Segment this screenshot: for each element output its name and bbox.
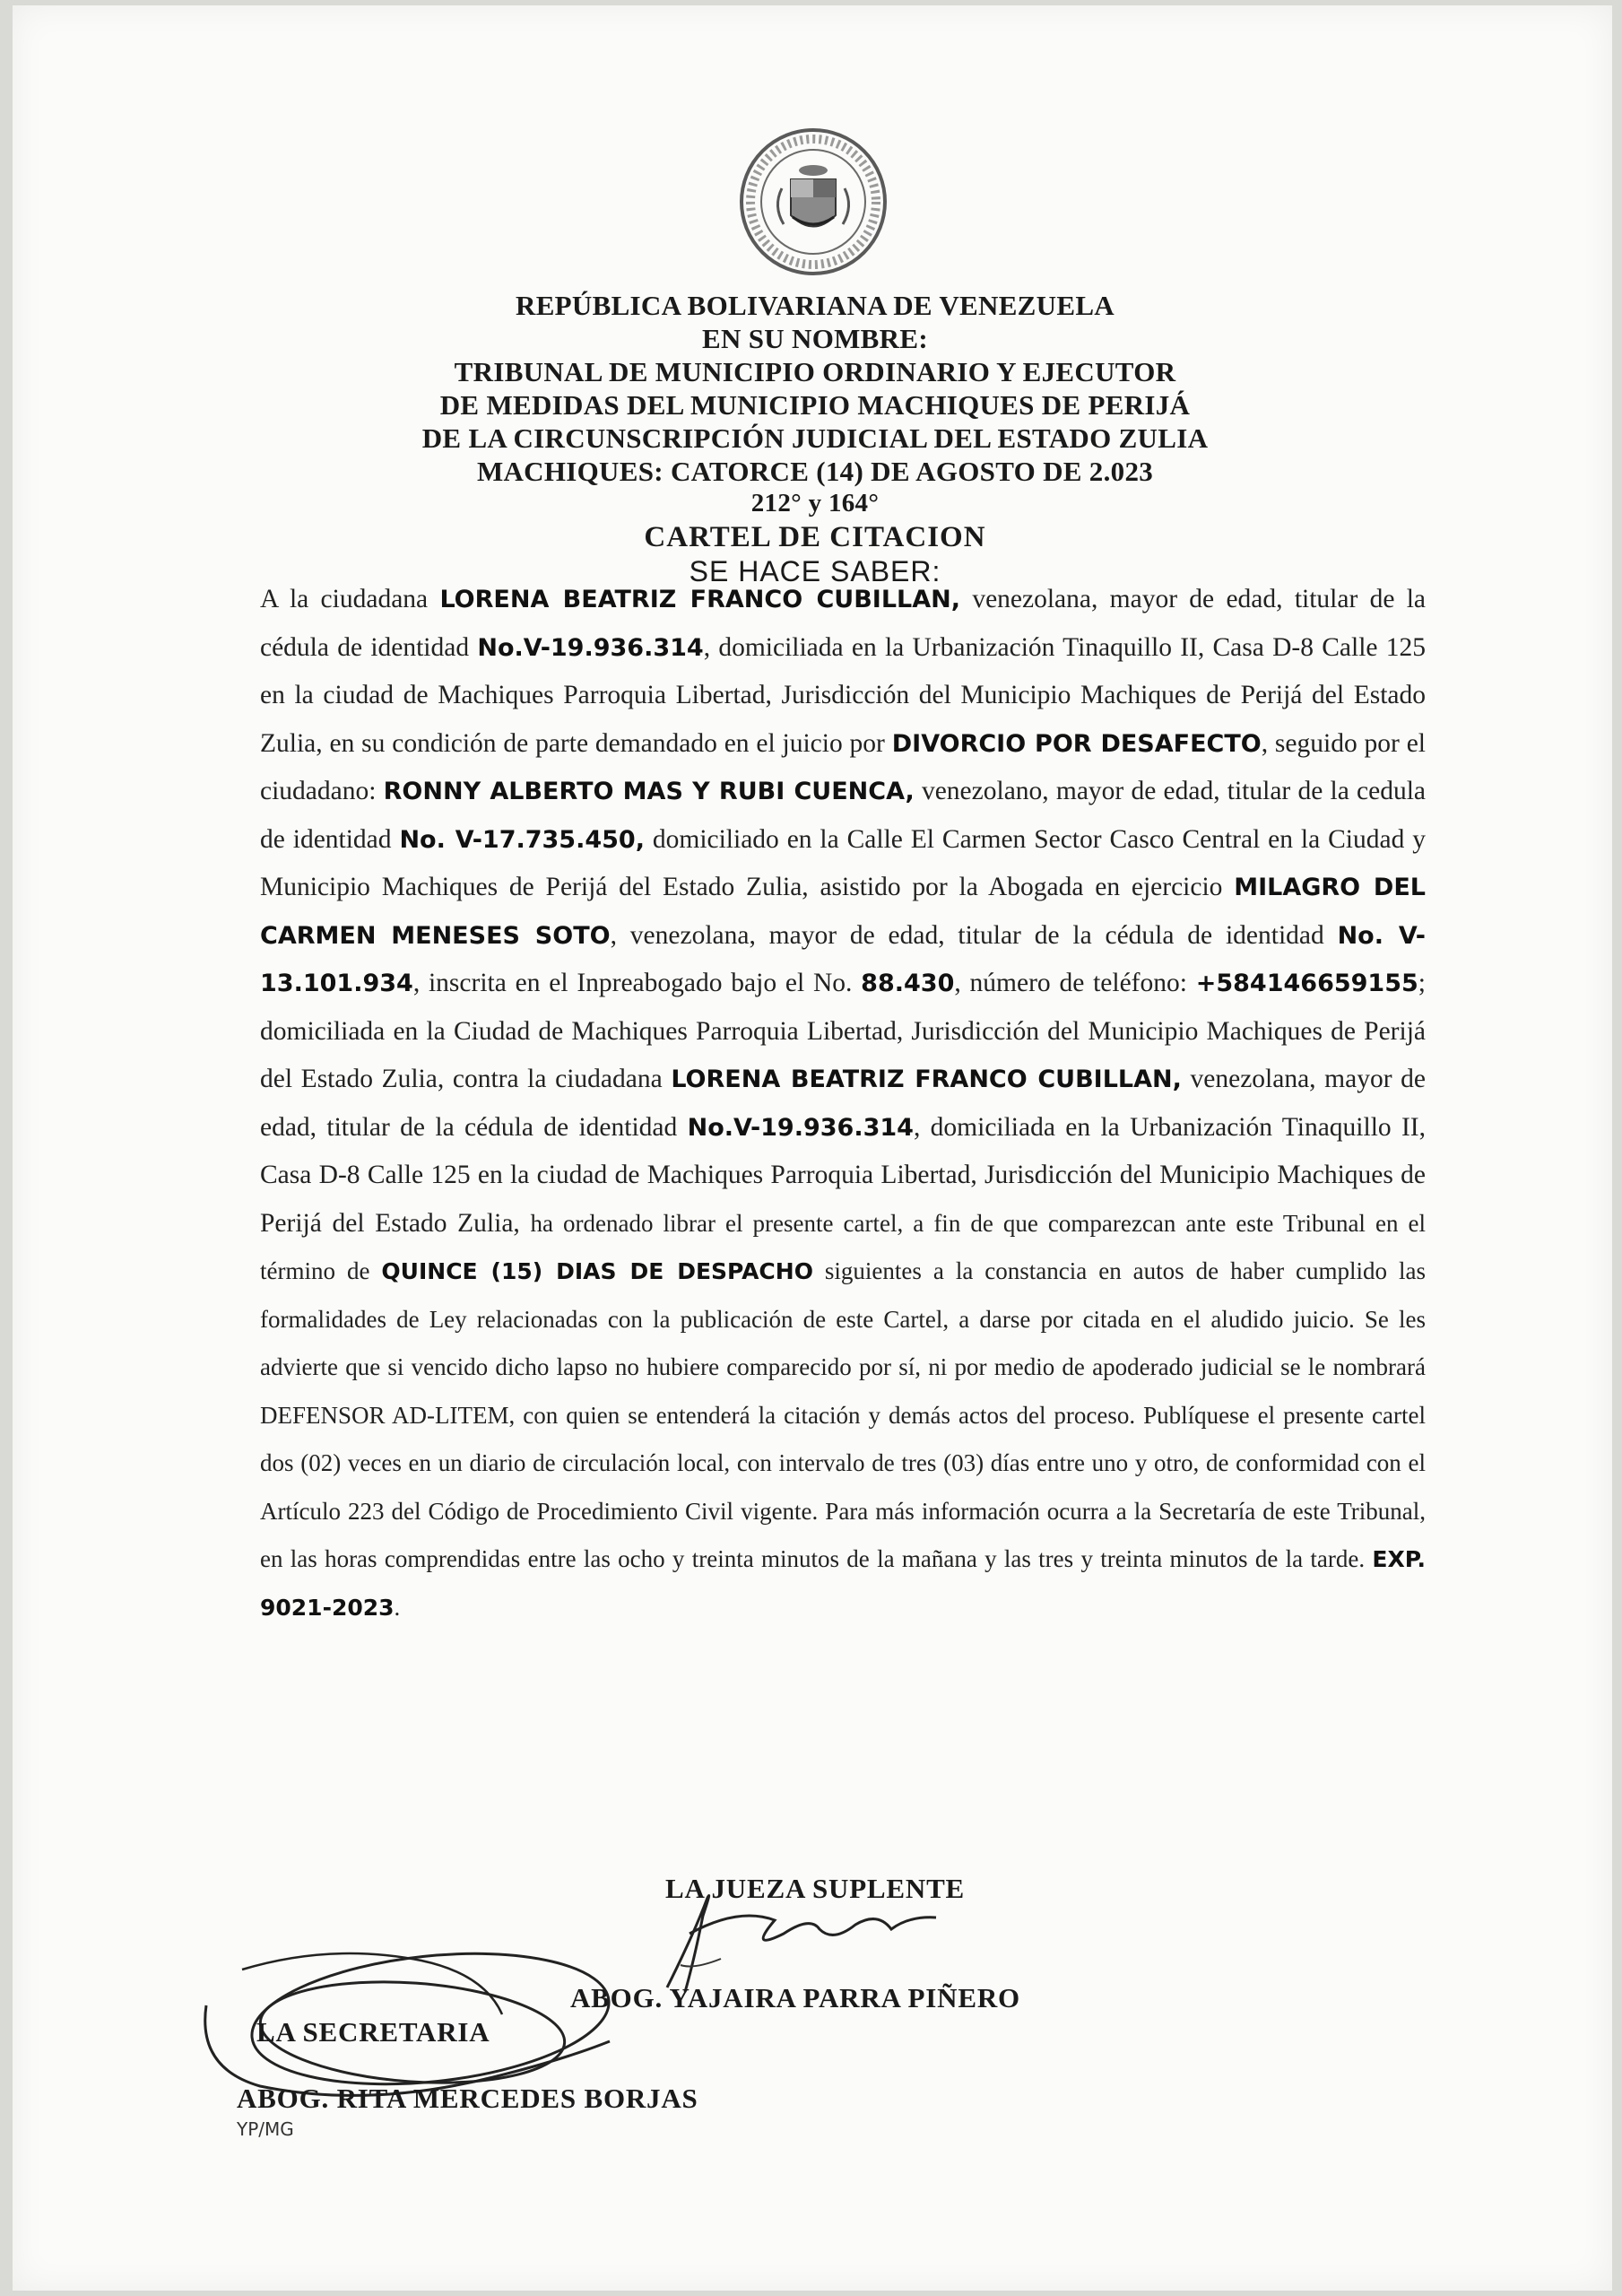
header-country: REPÚBLICA BOLIVARIANA DE VENEZUELA — [516, 290, 1115, 321]
document-subtitle: SE HACE SABER: — [689, 555, 941, 587]
secretary-title: LA SECRETARIA — [256, 2016, 490, 2048]
header-court-line2: DE MEDIDAS DEL MUNICIPIO MACHIQUES DE PERIJÁ — [439, 389, 1191, 421]
body-text: venezolana, mayor de edad, titular de la cédula de identidad — [260, 1065, 1427, 1142]
phone-number: +584146659155 — [1195, 970, 1418, 997]
body-text: ; domiciliada en la Ciudad de Machiques Parroquia Libertad, Jurisdicción del Municipio Machiques de Perijá del Estado Zulia, contra la ciudadana — [260, 969, 1426, 1093]
initials: YP/MG — [237, 2118, 294, 2140]
document-header — [192, 289, 1438, 587]
body-text: , seguido por el ciudadano: — [260, 728, 1427, 805]
body-text: domiciliado en la Calle El Carmen Sector Casco Central en la Ciudad y Municipio Machiques de Perijá del Estado Zulia, asistido por la Abogada en ejercicio — [260, 824, 1426, 901]
document-page — [13, 5, 1612, 2291]
body-text: . — [394, 1593, 401, 1621]
header-years: 212° y 164° — [750, 489, 880, 517]
header-date: MACHIQUES: CATORCE (14) DE AGOSTO DE 2.023 — [476, 456, 1154, 487]
header-court-line3: DE LA CIRCUNSCRIPCIÓN JUDICIAL DEL ESTADO ZULIA — [421, 422, 1209, 454]
body-text: venezolano, mayor de edad, titular de la cedula de identidad — [260, 777, 1426, 854]
document-body — [260, 576, 1426, 1631]
body-text: , domiciliada en la Urbanización Tinaquillo II, Casa D-8 Calle 125 en la ciudad de Machiques Parroquia Libertad, Jurisdicción del Municipio Machiques de Perijá del Estado Zulia, — [260, 1112, 1427, 1238]
defendant-name: LORENA BEATRIZ FRANCO CUBILLAN, — [439, 586, 961, 613]
case-type: DIVORCIO POR DESAFECTO — [891, 729, 1262, 758]
judge-name: ABOG. YAJAIRA PARRA PIÑERO — [570, 1982, 1020, 2013]
header-court-line1: TRIBUNAL DE MUNICIPIO ORDINARIO Y EJECUTOR — [454, 356, 1176, 387]
defendant-id: No.V-19.936.314 — [687, 1113, 914, 1142]
case-file-number: EXP. 9021-2023 — [260, 1546, 1426, 1621]
defendant-name: LORENA BEATRIZ FRANCO CUBILLAN, — [671, 1065, 1182, 1093]
body-text: , inscrita en el Inpreabogado bajo el No. — [412, 969, 862, 997]
body-text: A la ciudadana — [260, 585, 440, 613]
defendant-id: No.V-19.936.314 — [477, 633, 704, 662]
body-text: , domiciliada en la Urbanización Tinaquillo II, Casa D-8 Calle 125 en la ciudad de Machiques Parroquia Libertad, Jurisdicción del Municipio Machiques de Perijá del Estado Zulia, en su condición de parte demandado en el juicio por — [260, 632, 1426, 758]
body-paragraph-1 — [260, 576, 1426, 1631]
court-seal-icon — [737, 126, 889, 278]
judge-title: LA JUEZA SUPLENTE — [665, 1873, 966, 1904]
header-en-su-nombre: EN SU NOMBRE: — [702, 323, 928, 354]
secretary-name: ABOG. RITA MERCEDES BORJAS — [237, 2083, 698, 2114]
body-text: , venezolana, mayor de edad, titular de la cédula de identidad — [610, 920, 1338, 950]
body-paragraph-2 — [260, 1210, 1426, 1621]
plaintiff-name: RONNY ALBERTO MAS Y RUBI CUENCA, — [383, 778, 915, 805]
deadline: QUINCE (15) DIAS DE DESPACHO — [381, 1258, 813, 1284]
lawyer-name: MILAGRO DEL CARMEN MENESES SOTO — [260, 874, 1426, 950]
inpreabogado-number: 88.430 — [861, 970, 955, 997]
body-text: siguientes a la constancia en autos de haber cumplido las formalidades de Ley relacionadas con la publicación de este Cartel, a darse por citada en el aludido juicio. Se les advierte que si vencido dicho lapso no hubiere comparecido por sí, ni por medio de apoderado judicial se le nombrará DEFENSOR AD-LITEM, con quien se entenderá la citación y demás actos del proceso. Publíquese el presente cartel dos (02) veces en un diario de circulación local, con intervalo de tres (03) días entre uno y otro, de conformidad con el Artículo 223 del Código de Procedimiento Civil vigente. Para más información ocurra a la Secretaría de este Tribunal, en las horas comprendidas entre las ocho y treinta minutos de la mañana y las tres y treinta minutos de la tarde. — [260, 1257, 1426, 1572]
plaintiff-id: No. V-17.735.450, — [399, 825, 645, 854]
body-text: venezolana, mayor de edad, titular de la cédula de identidad — [260, 585, 1426, 662]
body-text: , número de teléfono: — [954, 969, 1196, 997]
body-text: ha ordenado librar el presente cartel, a fin de que comparezcan ante este Tribunal en el término de — [260, 1209, 1426, 1284]
lawyer-id: No. V-13.101.934 — [260, 921, 1426, 997]
document-title: CARTEL DE CITACION — [644, 521, 986, 553]
